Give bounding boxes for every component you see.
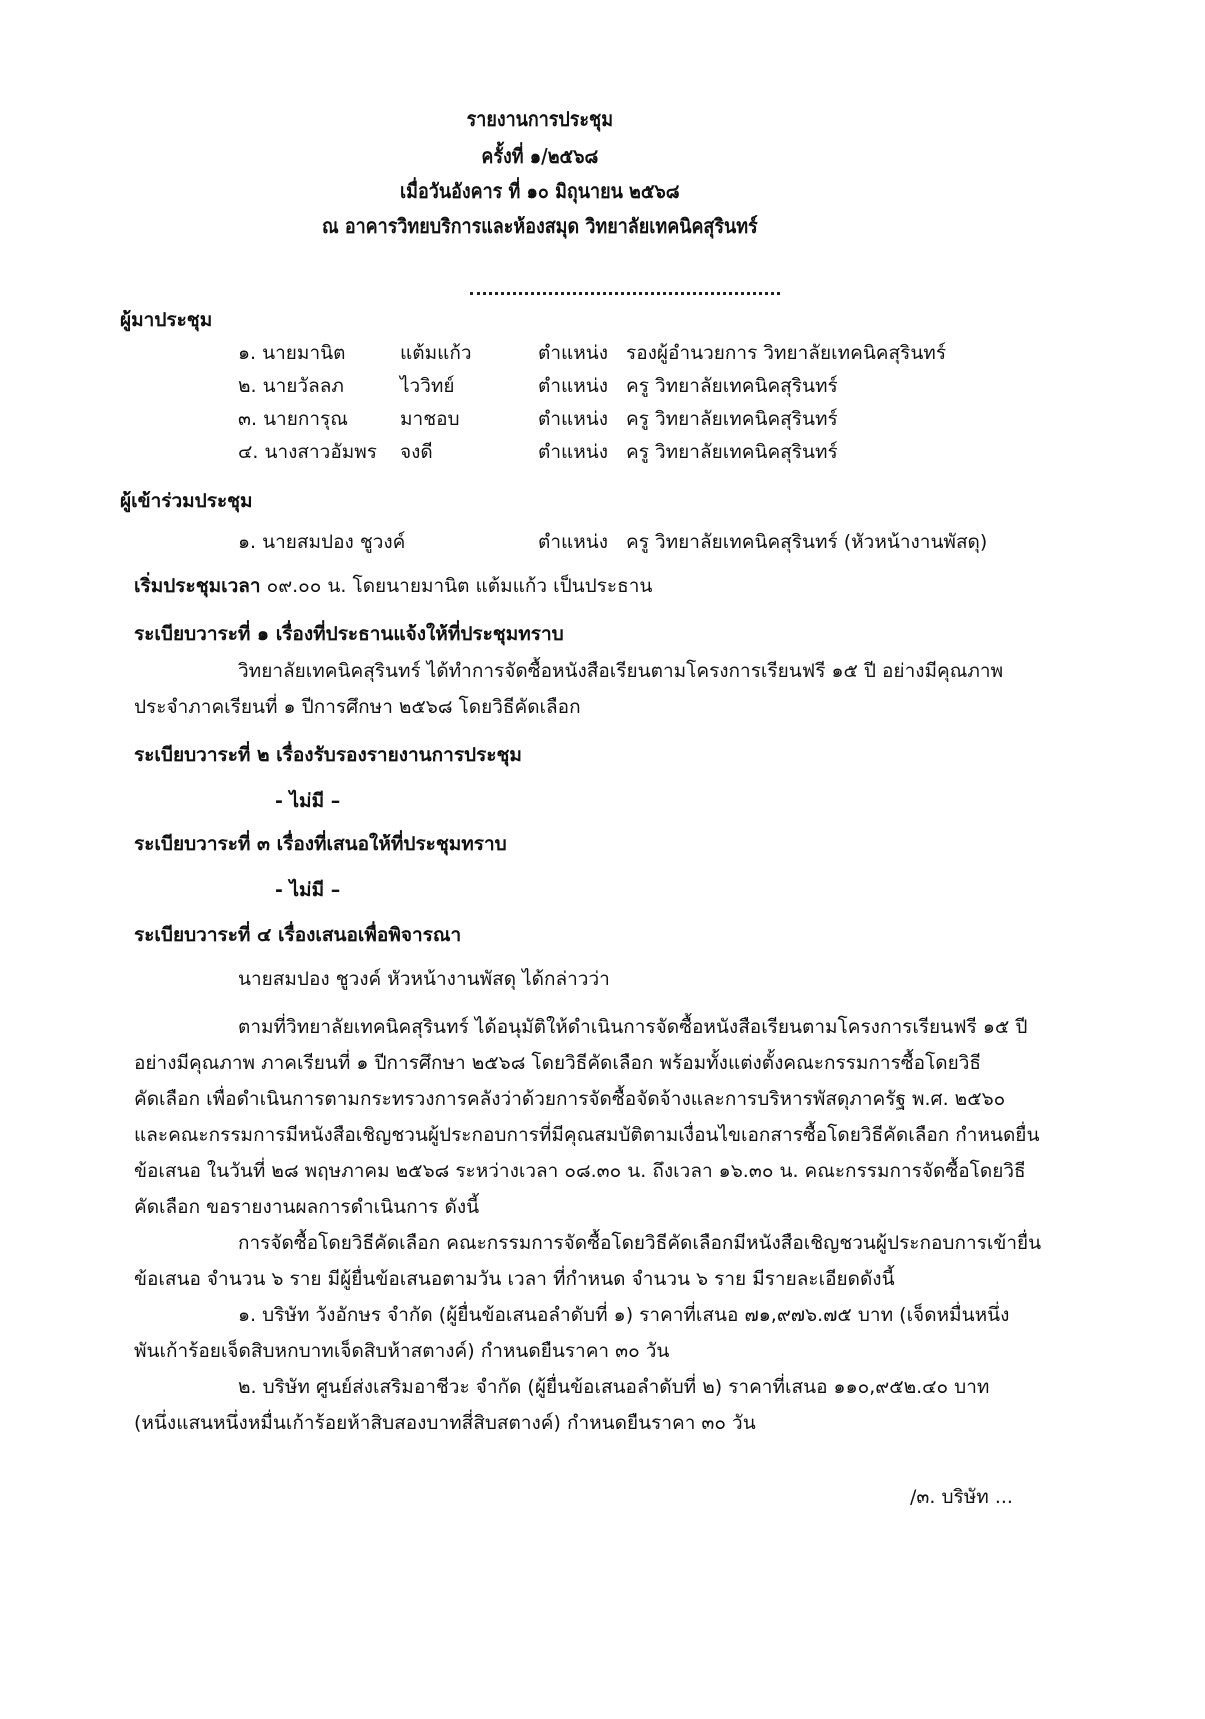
attendee-position: ครู วิทยาลัยเทคนิคสุรินทร์ <box>626 408 838 430</box>
attendee-name: ๔. นางสาวอัมพร <box>238 441 377 463</box>
continuation-note: /๓. บริษัท ... <box>910 1486 1013 1508</box>
agenda3-none: - ไม่มี – <box>275 879 341 901</box>
meeting-start-label: เริ่มประชุมเวลา <box>134 575 261 597</box>
agenda4-paragraph-line: คัดเลือก ขอรายงานผลการดำเนินการ ดังนี้ <box>134 1196 480 1218</box>
agenda4-paragraph-line: ตามที่วิทยาลัยเทคนิคสุรินทร์ ได้อนุมัติให้ดำเนินการจัดซื้อหนังสือเรียนตามโครงการเรียนฟรี ๑๕ ปี <box>238 1016 1028 1038</box>
meeting-session: ครั้งที่ ๑/๒๕๖๘ <box>481 144 599 168</box>
attendee-position-label: ตำแหน่ง <box>538 441 609 463</box>
agenda1-heading: ระเบียบวาระที่ ๑ เรื่องที่ประธานแจ้งให้ที่ประชุมทราบ <box>134 623 564 645</box>
attendee-surname: มาชอบ <box>400 408 460 430</box>
agenda4-paragraph-line: ข้อเสนอ ในวันที่ ๒๘ พฤษภาคม ๒๕๖๘ ระหว่างเวลา ๐๘.๓๐ น. ถึงเวลา ๑๖.๓๐ น. คณะกรรมการจัดซื้อโดยวิธี <box>134 1160 1026 1182</box>
attendee-position-label: ตำแหน่ง <box>538 342 609 364</box>
attendee-position-label: ตำแหน่ง <box>538 408 609 430</box>
attendee-surname: จงดี <box>400 441 433 463</box>
meeting-start <box>134 573 652 599</box>
agenda4-paragraph-line: และคณะกรรมการมีหนังสือเชิญชวนผู้ประกอบการที่มีคุณสมบัติตามเงื่อนไขเอกสารซื้อโดยวิธีคัดเลือก กำหนดยื่น <box>134 1124 1040 1146</box>
agenda4-paragraph-line: ข้อเสนอ จำนวน ๖ ราย มีผู้ยื่นข้อเสนอตามวัน เวลา ที่กำหนด จำนวน ๖ ราย มีรายละเอียดดังนี้ <box>134 1268 895 1290</box>
attendees-heading: ผู้มาประชุม <box>120 309 213 331</box>
participant-position-label: ตำแหน่ง <box>538 531 609 553</box>
participants-heading: ผู้เข้าร่วมประชุม <box>120 490 253 512</box>
dotted-separator <box>470 290 780 295</box>
bidder-item-line: ๒. บริษัท ศูนย์ส่งเสริมอาชีวะ จำกัด (ผู้ยื่นข้อเสนอลำดับที่ ๒) ราคาที่เสนอ ๑๑๐,๙๕๒.๔๐ บาท <box>238 1376 990 1398</box>
agenda1-line: วิทยาลัยเทคนิคสุรินทร์ ได้ทำการจัดซื้อหนังสือเรียนตามโครงการเรียนฟรี ๑๕ ปี อย่างมีคุณภาพ <box>238 660 1004 682</box>
bidder-item-line: (หนึ่งแสนหนึ่งหมื่นเก้าร้อยห้าสิบสองบาทสี่สิบสตางค์) กำหนดยืนราคา ๓๐ วัน <box>134 1412 756 1434</box>
bidder-item-line: ๑. บริษัท วังอักษร จำกัด (ผู้ยื่นข้อเสนอลำดับที่ ๑) ราคาที่เสนอ ๗๑,๙๗๖.๗๕ บาท (เจ็ดหมื่นหนึ่ง <box>238 1304 1010 1326</box>
meeting-date: เมื่อวันอังคาร ที่ ๑๐ มิถุนายน ๒๕๖๘ <box>400 179 680 203</box>
agenda2-heading: ระเบียบวาระที่ ๒ เรื่องรับรองรายงานการประชุม <box>134 744 522 766</box>
attendee-name: ๒. นายวัลลภ <box>238 375 344 397</box>
agenda4-paragraph-line: คัดเลือก เพื่อดำเนินการตามกระทรวงการคลังว่าด้วยการจัดซื้อจัดจ้างและการบริหารพัสดุภาครัฐ พ.ศ. ๒๕๖๐ <box>134 1088 1006 1110</box>
participant-position: ครู วิทยาลัยเทคนิคสุรินทร์ (หัวหน้างานพัสดุ) <box>626 531 988 553</box>
bidder-item-line: พันเก้าร้อยเจ็ดสิบหกบาทเจ็ดสิบห้าสตางค์) กำหนดยืนราคา ๓๐ วัน <box>134 1340 670 1362</box>
agenda4-paragraph-line: อย่างมีคุณภาพ ภาคเรียนที่ ๑ ปีการศึกษา ๒๕๖๘ โดยวิธีคัดเลือก พร้อมทั้งแต่งตั้งคณะกรรมการซื้อโดยวิธี <box>134 1052 982 1074</box>
attendee-position: ครู วิทยาลัยเทคนิคสุรินทร์ <box>626 375 838 397</box>
agenda3-heading: ระเบียบวาระที่ ๓ เรื่องที่เสนอให้ที่ประชุมทราบ <box>134 833 507 855</box>
attendee-surname: ไววิทย์ <box>400 375 455 397</box>
document-title: รายงานการประชุม <box>466 107 614 131</box>
attendee-position-label: ตำแหน่ง <box>538 375 609 397</box>
meeting-start-text: ๐๙.๐๐ น. โดยนายมานิต แต้มแก้ว เป็นประธาน <box>260 575 653 597</box>
agenda2-none: - ไม่มี – <box>275 790 341 812</box>
agenda4-heading: ระเบียบวาระที่ ๔ เรื่องเสนอเพื่อพิจารณา <box>134 924 462 946</box>
meeting-place: ณ อาคารวิทยบริการและห้องสมุด วิทยาลัยเทคนิคสุรินทร์ <box>321 214 758 238</box>
attendee-name: ๑. นายมานิต <box>238 342 346 364</box>
agenda4-paragraph-line: การจัดซื้อโดยวิธีคัดเลือก คณะกรรมการจัดซื้อโดยวิธีคัดเลือกมีหนังสือเชิญชวนผู้ประกอบการเข้ายื่น <box>238 1232 1042 1254</box>
attendee-surname: แต้มแก้ว <box>400 342 472 364</box>
participant-name: ๑. นายสมปอง ชูวงค์ <box>238 531 406 553</box>
agenda4-intro: นายสมปอง ชูวงค์ หัวหน้างานพัสดุ ได้กล่าวว่า <box>238 968 610 990</box>
agenda1-line: ประจำภาคเรียนที่ ๑ ปีการศึกษา ๒๕๖๘ โดยวิธีคัดเลือก <box>134 696 581 718</box>
attendee-name: ๓. นายการุณ <box>238 408 348 430</box>
attendee-position: รองผู้อำนวยการ วิทยาลัยเทคนิคสุรินทร์ <box>626 342 947 364</box>
attendee-position: ครู วิทยาลัยเทคนิคสุรินทร์ <box>626 441 838 463</box>
